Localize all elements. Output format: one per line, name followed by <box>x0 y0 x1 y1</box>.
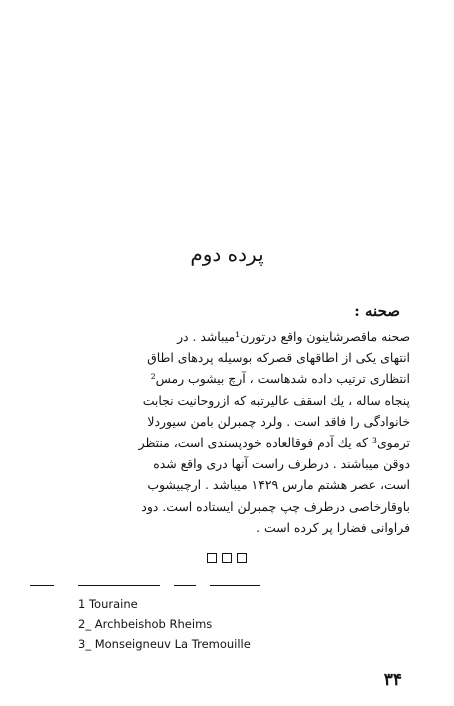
paragraph-line: خانوادگی را فاقد است . ولرد چمبرلن بامن سیوردلا <box>147 413 410 429</box>
footnote-rule <box>30 585 54 586</box>
act-heading: پرده دوم <box>190 242 264 266</box>
paragraph-line: ترموی³ که یك آدم فوقالعاده خودپسندی است، منتظر <box>138 435 410 451</box>
footnote-item: 3_ Monseigneuv La Tremouille <box>78 637 251 651</box>
paragraph-line: فراوانی فضارا پر کرده است . <box>256 519 410 535</box>
footnotes <box>78 594 251 654</box>
ornament-square-icon <box>237 553 247 563</box>
section-break-ornament <box>0 553 454 563</box>
footnote-item: 2_ Archbeishob Rheims <box>78 617 213 631</box>
paragraph-line: باوقارخاصی درطرف چپ چمبرلن ایستاده است. دود <box>141 498 410 514</box>
paragraph-line: انتهای یکی از اطاقهای قصرکه بوسیله پردهای اطاق <box>147 350 410 366</box>
footnote-rule <box>78 585 160 586</box>
paragraph-line: انتظاری ترتیب داده شدهاست ، آرچ بیشوب رمس² <box>150 371 410 387</box>
paragraph-line: صحنه ماقصرشاینون واقع درتورن¹میباشد . در <box>177 329 410 344</box>
page-number: ۳۴ <box>383 670 402 690</box>
ornament-square-icon <box>222 553 232 563</box>
scene-label: صحنه : <box>354 302 400 320</box>
paragraph-line: پنجاه ساله ، یك اسقف عالیرتبه که ازروحانیت نجابت <box>142 392 410 408</box>
footnote-rule <box>174 585 196 586</box>
footnote-item: 1 Touraine <box>78 597 138 611</box>
ornament-square-icon <box>207 553 217 563</box>
scene-description <box>44 326 410 538</box>
footnote-rule <box>210 585 260 586</box>
paragraph-line: است، عصر هشتم مارس ۱۴۲۹ میباشد . ارچبیشوب <box>147 477 410 493</box>
paragraph-line: دوقن میباشند . درطرف راست آنها دری واقع شده <box>153 456 410 472</box>
